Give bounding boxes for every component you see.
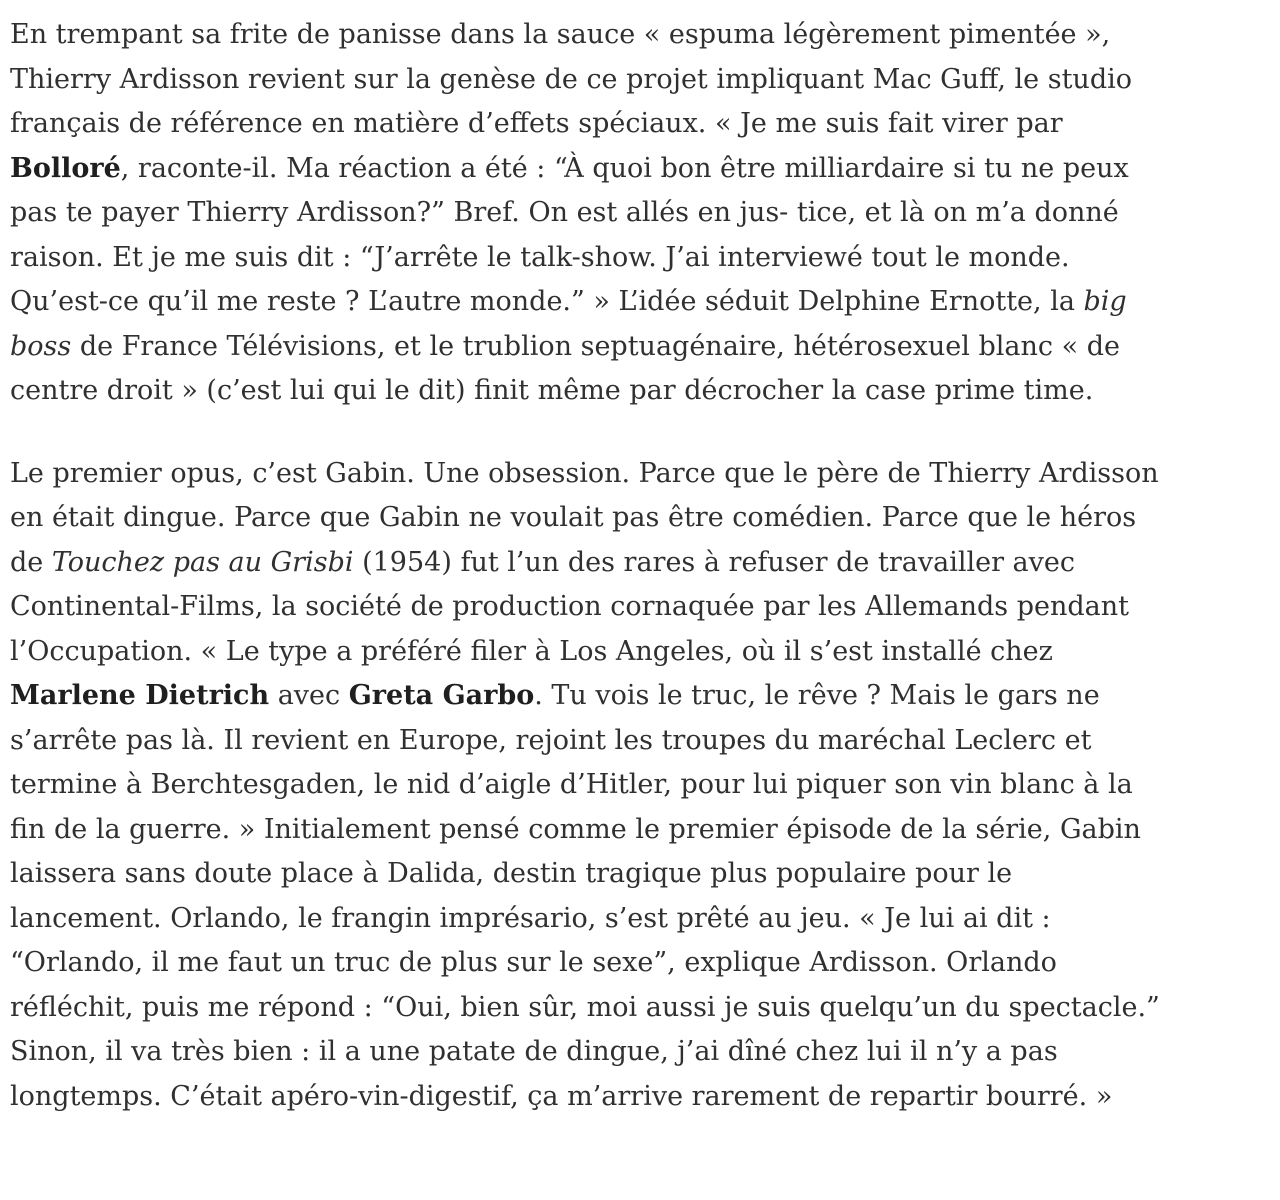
text-run: de France Télévisions, et le trublion septuagénaire, hétérosexuel blanc « de centre droit » (c’est lui qui le dit) finit même par décrocher la case prime time.	[10, 330, 1120, 406]
italic-text-big-boss: big boss	[10, 286, 1127, 362]
bold-text-greta-garbo: Greta Garbo	[348, 680, 535, 711]
paragraph-1	[10, 13, 1170, 414]
bold-text-marlene-dietrich: Marlene Dietrich	[10, 680, 270, 711]
text-run: En trempant sa frite de panisse dans la sauce « espuma légèrement pimentée », Thierry Ardisson revient sur la genèse de ce projet impliquant Mac Guff, le studio français de référence en matière d’effets spéciaux. « Je me suis fait virer par	[10, 19, 1132, 139]
bold-text-bollore: Bolloré	[10, 152, 121, 184]
text-run: (1954) fut l’un des rares à refuser de travailler avec Continental-Films, la société de production cornaquée par les Allemands pendant l’Occupation. « Le type a préféré filer à Los Angeles, où il s’est installé chez	[10, 546, 1129, 667]
paragraph-2	[10, 452, 1170, 1120]
text-run: . Tu vois le truc, le rêve ? Mais le gars ne s’arrête pas là. Il revient en Europe, rejoint les troupes du maréchal Leclerc et termine à Berchtesgaden, le nid d’aigle d’Hitler, pour lui piquer son vin blanc à la fin de la guerre. » Initialement pensé comme le premier épisode de la série, Gabin laissera sans doute place à Dalida, destin tragique plus populaire pour le lancement. Orlando, le frangin imprésario, s’est prêté au jeu. « Je lui ai dit : “Orlando, il me faut un truc de plus sur le sexe”, explique Ardisson. Orlando réfléchit, puis me répond : “Oui, bien sûr, moi aussi je suis quelqu’un du spectacle.” Sinon, il va très bien : il a une patate de dingue, j’ai dîné chez lui il n’y a pas longtemps. C’était apéro-vin-digestif, ça m’arrive rarement de repartir bourré. »	[10, 680, 1160, 1112]
italic-text-film-title: Touchez pas au Grisbi	[51, 546, 354, 578]
text-run: , raconte-il. Ma réaction a été : “À quoi bon être milliardaire si tu ne peux pas te payer Thierry Ardisson?” Bref. On est allés en jus- tice, et là on m’a donné raison. Et je me suis dit : “J’arrête le talk-show. J’ai interviewé tout le monde. Qu’est-ce qu’il me reste ? L’autre monde.” » L’idée séduit Delphine Ernotte, la	[10, 152, 1129, 317]
text-run: Le premier opus, c’est Gabin. Une obsession. Parce que le père de Thierry Ardisson en était dingue. Parce que Gabin ne voulait pas être comédien. Parce que le héros de	[10, 457, 1159, 578]
text-run: avec	[269, 680, 349, 711]
